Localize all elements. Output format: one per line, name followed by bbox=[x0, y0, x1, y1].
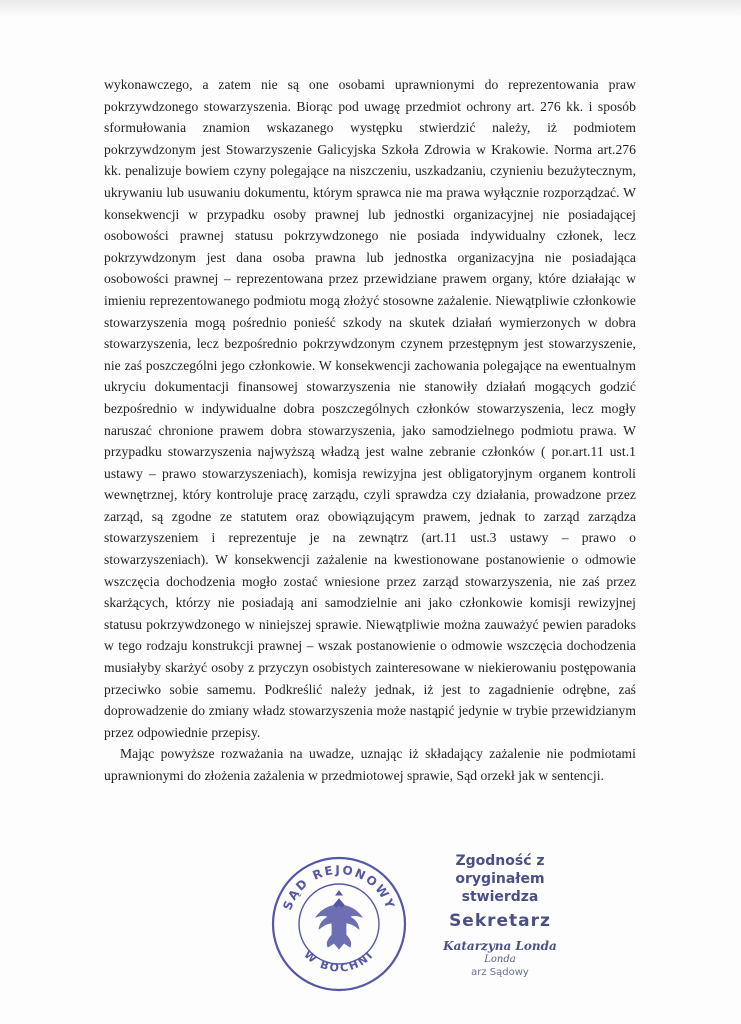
certification-name: Katarzyna Londa bbox=[443, 939, 557, 953]
eagle-emblem-icon bbox=[316, 891, 362, 949]
certification-line-2: stwierdza bbox=[461, 889, 539, 905]
seal-text-bottom: W BOCHNI bbox=[301, 947, 377, 975]
certification-stamp bbox=[415, 852, 585, 979]
certification-line-1: Zgodność z oryginałem bbox=[455, 853, 545, 887]
certification-role: Sekretarz bbox=[449, 911, 551, 931]
handwritten-signature: Londa bbox=[484, 954, 516, 965]
scan-shadow bbox=[0, 0, 741, 18]
seal-text-top: SĄD REJONOWY bbox=[280, 862, 398, 912]
paragraph-conclusion: Mając powyższe rozważania na uwadze, uznając iż składający zażalenie nie podmiotami uprawnionymi do złożenia zażalenia w przedmiotowej sprawie, Sąd orzekł jak w sentencji. bbox=[104, 746, 636, 783]
paragraph-main: wykonawczego, a zatem nie są one osobami uprawnionymi do reprezentowania praw pokrzywdzonego stowarzyszenia. Biorąc pod uwagę przedmiot ochrony art. 276 kk. i sposób sformułowania znamion wskazanego występku stwierdzić należy, iż podmiotem pokrzywdzonym jest Stowarzyszenie Galicyjska Szkoła Zdrowia w Krakowie. Norma art.276 kk. penalizuje bowiem czyny polegające na niszczeniu, uszkadzaniu, czynieniu bezużytecznym, ukrywaniu lub usuwaniu dokumentu, którym sprawca nie ma prawa wyłącznie rozporządzać. W konsekwencji w przypadku osoby prawnej lub jednostki organizacyjnej nie posiadającej osobowości prawnej statusu pokrzywdzonego nie posiada indywidualny członek, lecz pokrzywdzonym jest dana osoba prawna lub jednostka organizacyjna nie posiadająca osobowości prawnej – reprezentowana przez przewidziane prawem organy, które działając w imieniu reprezentowanego podmiotu mogą złożyć stosowne zażalenie. Niewątpliwie członkowie stowarzyszenia mogą pośrednio ponieść szkody na skutek działań wymierzonych w dobra stowarzyszenia, lecz bezpośrednio pokrzywdzonym czynem przestępnym jest stowarzyszenie, nie zaś poszczególni jego członkowie. W konsekwencji zachowania polegające na ewentualnym ukryciu dokumentacji finansowej stowarzyszenia nie stanowiły działań mogących godzić bezpośrednio w indywidualne dobra poszczególnych członków stowarzyszenia, lecz mogły naruszać chronione prawem dobra stowarzyszenia, jako samodzielnego podmiotu prawa. W przypadku stowarzyszenia najwyższą władzą jest walne zebranie członków ( por.art.11 ust.1 ustawy – prawo stowarzyszeniach), komisja rewizyjna jest obligatoryjnym organem kontroli wewnętrznej, który kontroluje pracę zarządu, czyli sprawdza czy działania, prowadzone przez zarząd, są zgodne ze statutem oraz obowiązującym prawem, jednak to zarząd zarządza stowarzyszeniem i reprezentuje je na zewnątrz (art.11 ust.3 ustawy – prawo o stowarzyszeniach). W konsekwencji zażalenie na kwestionowane postanowienie o odmowie wszczęcia dochodzenia mogło zostać wniesione przez zarząd stowarzyszenia, nie zaś przez skarżących, którzy nie posiadają ani samodzielnie ani jako członkowie komisji rewizyjnej statusu pokrzywdzonego w niniejszej sprawie. Niewątpliwie można zauważyć pewien paradoks w tego rodzaju konstrukcji prawnej – wszak postanowienie o odmowie wszczęcia dochodzenia musiałyby skarżyć osoby z przyczyn osobistych zainteresowane w niekierowaniu postępowania przeciwko sobie samemu. Podkreślić należy jednak, iż jest to zagadnienie odrębne, zaś doprowadzenie do zmiany władz stowarzyszenia może nastąpić jedynie w trybie przewidzianym przez odpowiednie przepisy. bbox=[104, 77, 636, 740]
document-body bbox=[104, 74, 636, 787]
court-seal bbox=[270, 855, 408, 993]
certification-title: arz Sądowy bbox=[471, 967, 529, 978]
